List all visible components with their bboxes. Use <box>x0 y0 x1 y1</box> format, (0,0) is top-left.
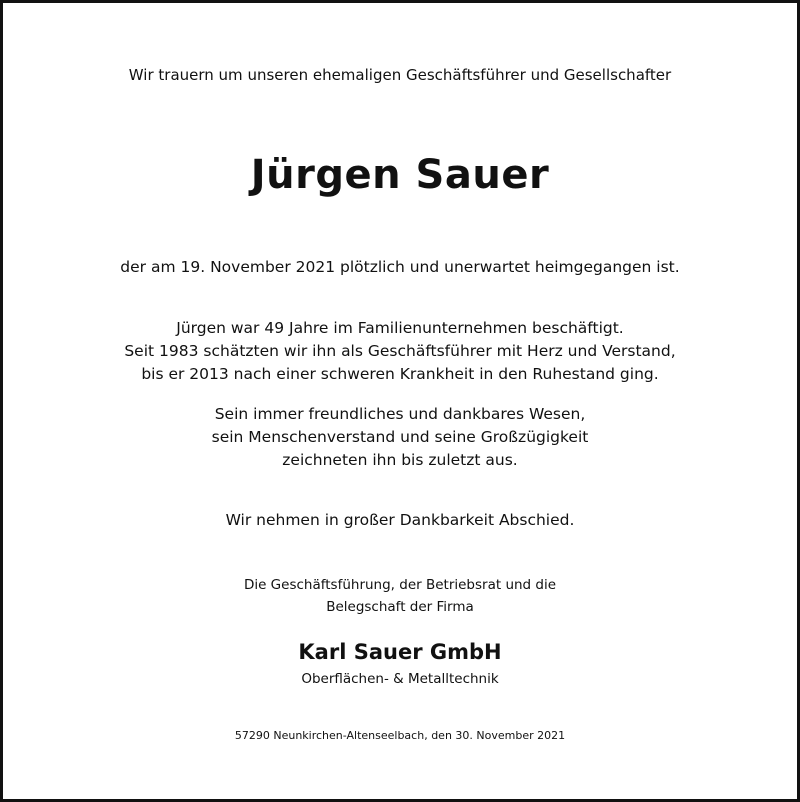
signatories <box>3 574 797 618</box>
tribute-paragraph-career <box>3 317 797 386</box>
paragraph-line: Seit 1983 schätzten wir ihn als Geschäftsführer mit Herz und Verstand, <box>124 342 676 360</box>
farewell-text: Wir nehmen in großer Dankbarkeit Abschied. <box>225 511 575 529</box>
signatory-line: Die Geschäftsführung, der Betriebsrat und die <box>243 577 557 593</box>
signatory-line: Belegschaft der Firma <box>326 599 474 615</box>
death-statement: der am 19. November 2021 plötzlich und unerwartet heimgegangen ist. <box>120 258 680 276</box>
paragraph-line: Sein immer freundliches und dankbares Wesen, <box>214 405 586 423</box>
place-and-date: 57290 Neunkirchen-Altenseelbach, den 30. November 2021 <box>234 729 566 742</box>
paragraph-line: bis er 2013 nach einer schweren Krankheit in den Ruhestand ging. <box>141 365 659 383</box>
deceased-name: Jürgen Sauer <box>250 152 550 198</box>
paragraph-line: Jürgen war 49 Jahre im Familienunternehmen beschäftigt. <box>176 319 624 337</box>
company-name: Karl Sauer GmbH <box>298 640 502 664</box>
company-tagline: Oberflächen- & Metalltechnik <box>301 671 499 687</box>
paragraph-line: sein Menschenverstand und seine Großzügigkeit <box>211 428 589 446</box>
tribute-paragraph-character <box>3 403 797 472</box>
paragraph-line: zeichneten ihn bis zuletzt aus. <box>282 451 518 469</box>
intro-text: Wir trauern um unseren ehemaligen Geschäftsführer und Gesellschafter <box>128 66 672 84</box>
